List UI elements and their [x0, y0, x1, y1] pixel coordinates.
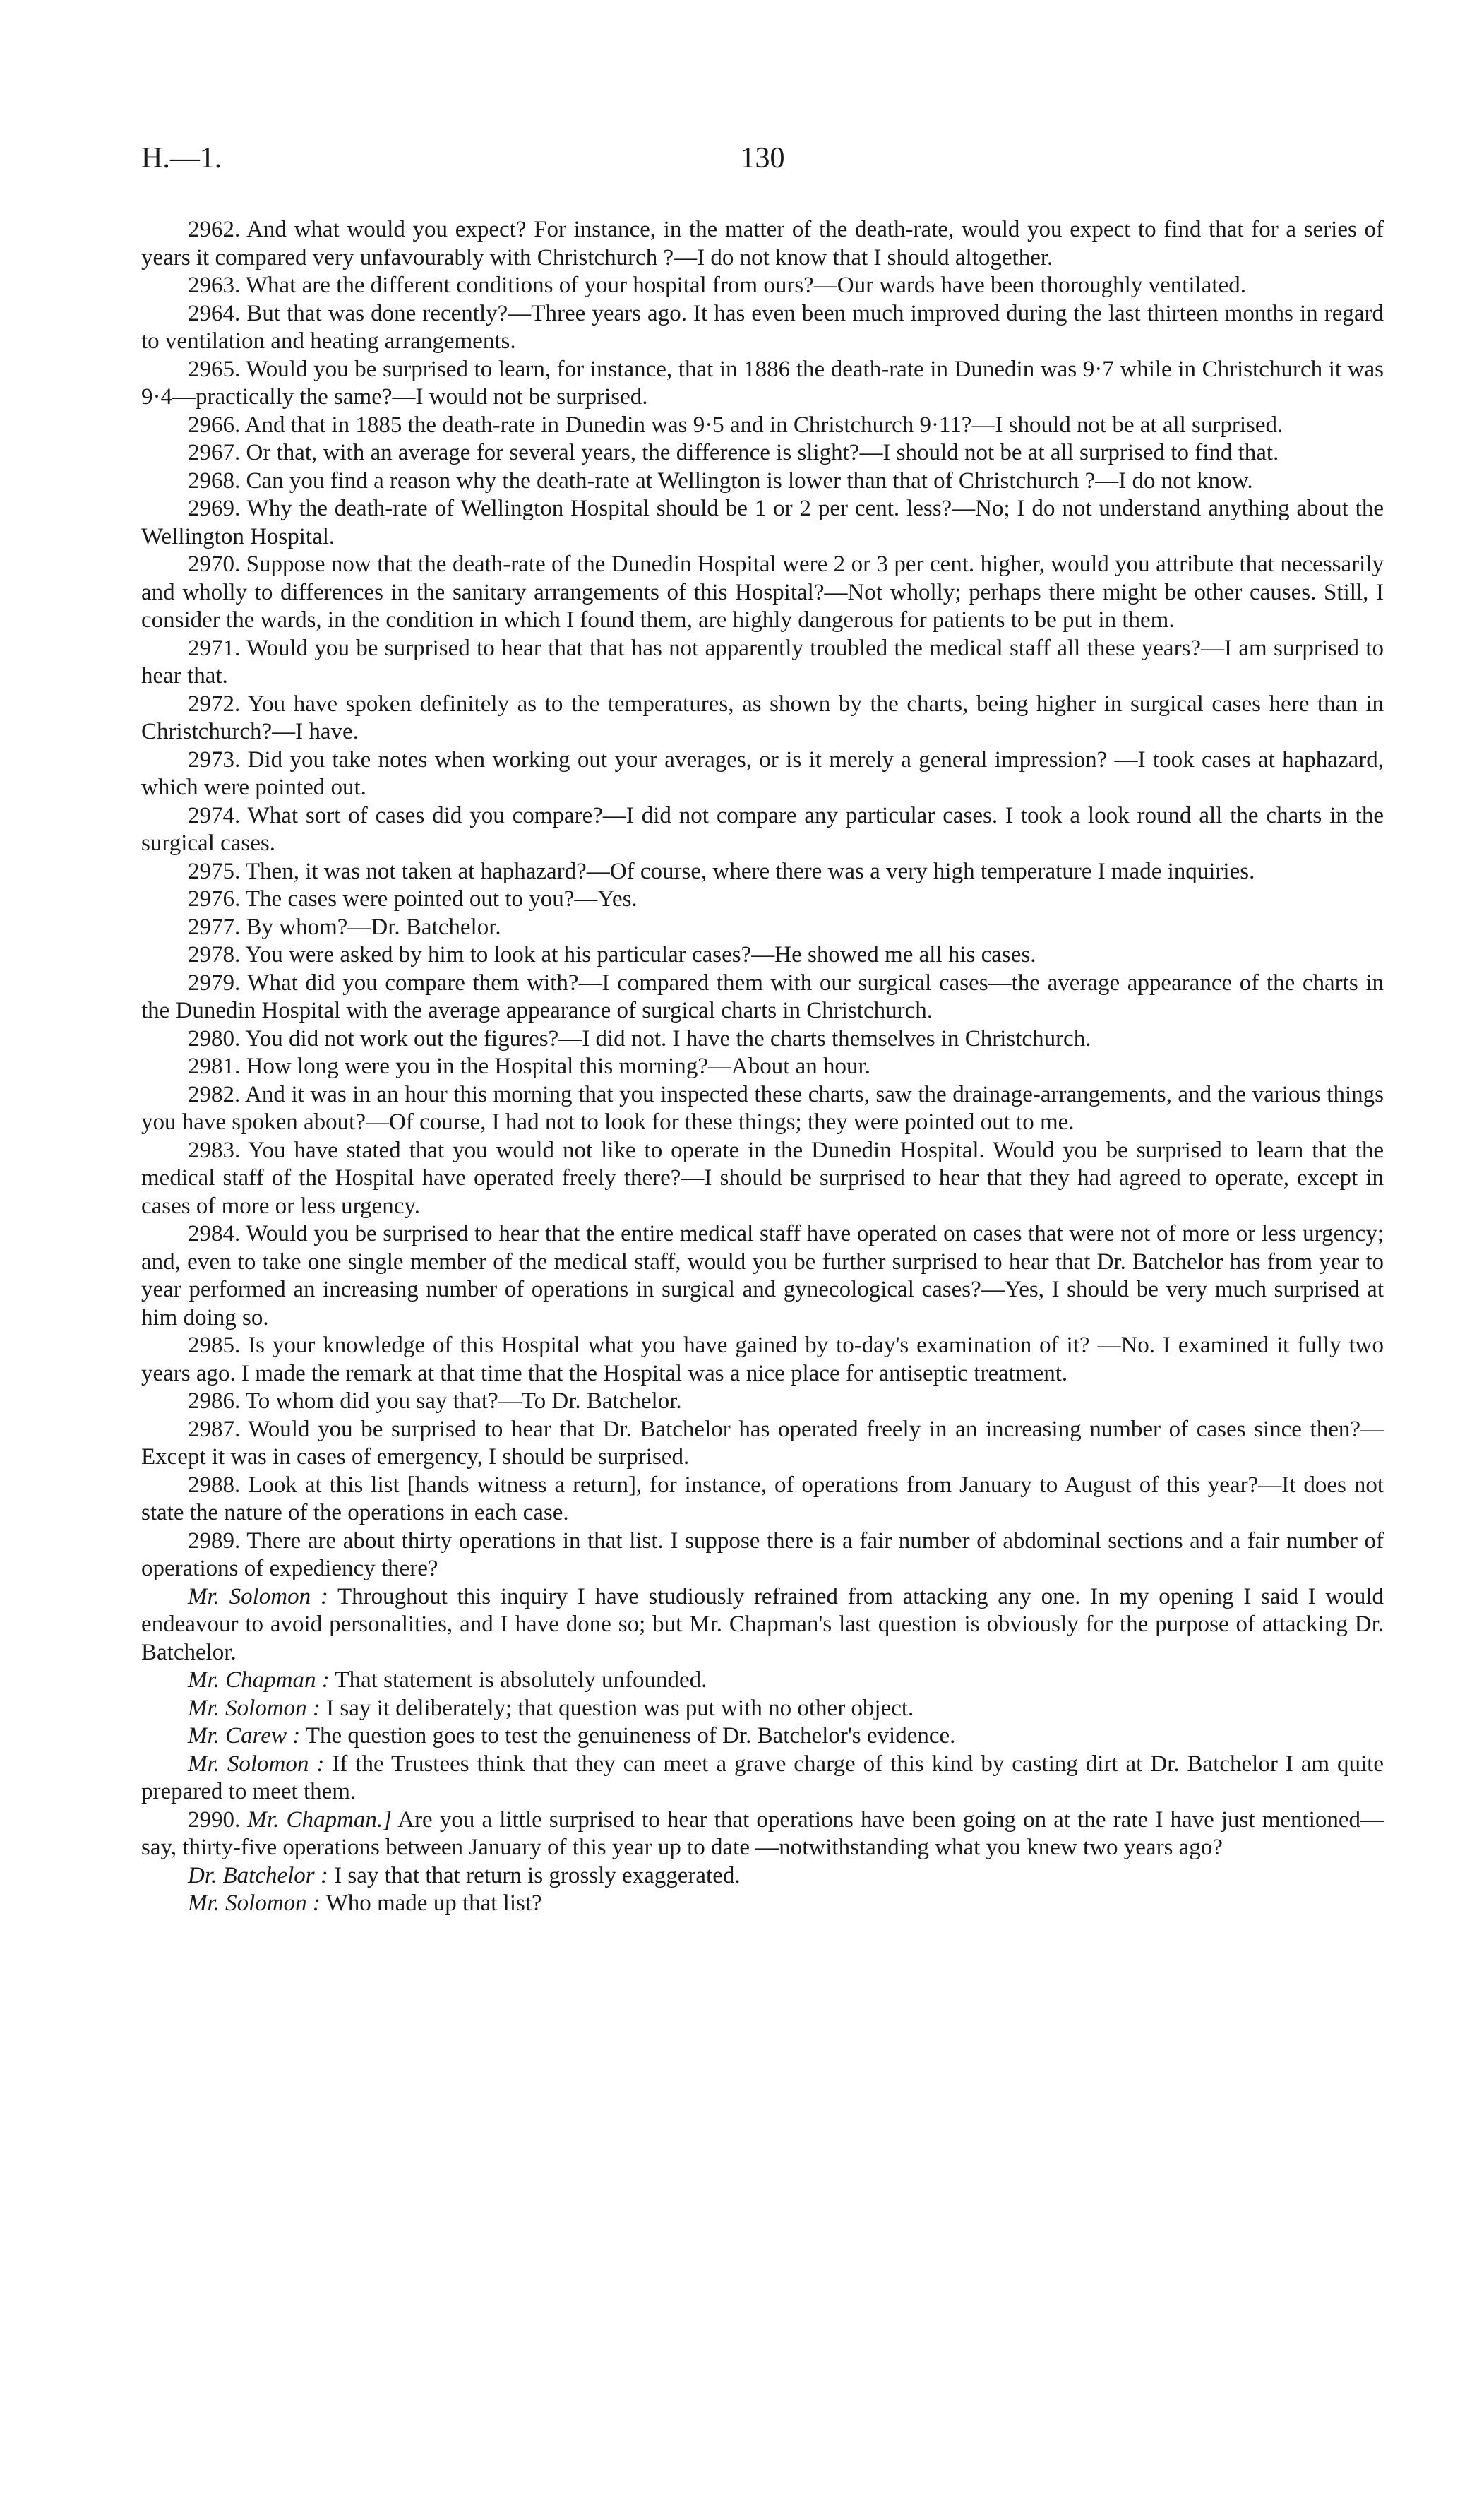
paragraph-text: 2964. But that was done recently?—Three years ago. It has even been much improved during the last thirteen months in regard to ventilation and heating arrangements.: [141, 300, 1384, 354]
paragraph-text: Who made up that list?: [325, 1890, 542, 1916]
testimony-paragraph: [141, 439, 1384, 468]
paragraph-text: 2975. Then, it was not taken at haphazard?—Of course, where there was a very high temperature I made inquiries.: [188, 858, 1255, 884]
paragraph-text: The question goes to test the genuineness of Dr. Batchelor's evidence.: [305, 1723, 956, 1749]
paragraph-text: 2980. You did not work out the figures?—I did not. I have the charts themselves in Christchurch.: [188, 1025, 1091, 1052]
paragraph-text: I say that that return is grossly exaggerated.: [334, 1862, 741, 1888]
testimony-paragraph: [141, 468, 1384, 496]
testimony-paragraph: [141, 941, 1384, 970]
testimony-paragraph: [141, 1388, 1384, 1416]
paragraph-text: I say it deliberately; that question was put with no other object.: [326, 1695, 914, 1721]
testimony-paragraph: [141, 1137, 1384, 1221]
speaker-label: Dr. Batchelor :: [188, 1862, 328, 1888]
testimony-paragraph: [141, 1583, 1384, 1667]
testimony-paragraph: [141, 1806, 1384, 1862]
testimony-paragraph: [141, 1862, 1384, 1890]
speaker-label: Mr. Carew :: [188, 1723, 301, 1749]
paragraph-text: 2977. By whom?—Dr. Batchelor.: [188, 914, 501, 940]
testimony-paragraph: [141, 1332, 1384, 1388]
paragraph-text: 2969. Why the death-rate of Wellington Hospital should be 1 or 2 per cent. less?—No; I do not understand anything about the Wellington Hospital.: [141, 496, 1384, 549]
testimony-paragraph: [141, 1025, 1384, 1054]
paragraph-text: Throughout this inquiry I have studiously refrained from attacking any one. In my opening I said I would endeavour to avoid personalities, and I have done so; but Mr. Chapman's last question is obviously for the purpose of attacking Dr. Batchelor.: [141, 1583, 1384, 1665]
testimony-paragraph: [141, 746, 1384, 802]
paragraph-text: If the Trustees think that they can meet a grave charge of this kind by casting dirt at Dr. Batchelor I am quite prepared to meet them.: [141, 1751, 1384, 1804]
paragraph-text: 2986. To whom did you say that?—To Dr. Batchelor.: [188, 1388, 682, 1414]
paragraph-text: 2972. You have spoken definitely as to the temperatures, as shown by the charts, being higher in surgical cases here than in Christchurch?—I have.: [141, 691, 1384, 744]
testimony-paragraph: [141, 1667, 1384, 1695]
paragraph-text: 2976. The cases were pointed out to you?—Yes.: [188, 886, 638, 912]
paragraph-text: 2968. Can you find a reason why the death-rate at Wellington is lower than that of Christchurch ?—I do not know.: [188, 468, 1253, 494]
paragraph-text: 2978. You were asked by him to look at his particular cases?—He showed me all his cases.: [188, 942, 1036, 967]
paragraph-text: 2970. Suppose now that the death-rate of the Dunedin Hospital were 2 or 3 per cent. higher, would you attribute that necessarily and wholly to differences in the sanitary arrangements of this Hospital?—Not wholly; perhaps there might be other causes. Still, I consider the wards, in the condition in which I found them, are highly dangerous for patients to be put in them.: [141, 552, 1384, 633]
testimony-paragraph: [141, 1053, 1384, 1081]
paragraph-text: 2981. How long were you in the Hospital this morning?—About an hour.: [188, 1054, 870, 1079]
paragraph-text: 2983. You have stated that you would not like to operate in the Dunedin Hospital. Would you be surprised to learn that the medical staff of the Hospital have operated freely there?—I should be surprised to hear that they had agreed to operate, except in cases of more or less urgency.: [141, 1137, 1384, 1219]
paragraph-text: 2965. Would you be surprised to learn, for instance, that in 1886 the death-rate in Dunedin was 9·7 while in Christchurch it was 9·4—practically the same?—I would not be surprised.: [141, 356, 1384, 410]
testimony-paragraph: [141, 1081, 1384, 1137]
paragraph-text: 2973. Did you take notes when working out your averages, or is it merely a general impression? —I took cases at haphazard, which were pointed out.: [141, 746, 1384, 800]
speaker-label: Mr. Solomon :: [188, 1583, 328, 1609]
testimony-paragraph: [141, 1695, 1384, 1723]
testimony-paragraph: [141, 1751, 1384, 1806]
paragraph-text: 2984. Would you be surprised to hear that the entire medical staff have operated on cases that were not of more or less urgency; and, even to take one single member of the medical staff, would you be further surprised to hear that Dr. Batchelor has from year to year performed an increasing number of operations in surgical and gynecological cases?—Yes, I should be very much surprised at him doing so.: [141, 1221, 1384, 1330]
paragraph-text: 2985. Is your knowledge of this Hospital what you have gained by to-day's examination of it? —No. I examined it fully two years ago. I made the remark at that time that the Hospital was a nice place for antiseptic treatment.: [141, 1333, 1384, 1386]
testimony-paragraph: [141, 272, 1384, 300]
paragraph-text: Are you a little surprised to hear that operations have been going on at the rate I have just mentioned—say, thirty-five operations between January of this year up to date —notwithstanding what you knew two years ago?: [141, 1806, 1384, 1860]
page-header: [141, 141, 1384, 191]
testimony-paragraph: [141, 216, 1384, 272]
testimony-paragraph: [141, 412, 1384, 440]
testimony-paragraph: [141, 1416, 1384, 1472]
testimony-paragraph: [141, 914, 1384, 942]
testimony-paragraph: [141, 300, 1384, 356]
speaker-label: Mr. Solomon :: [188, 1695, 321, 1721]
testimony-paragraph: [141, 1890, 1384, 1918]
testimony-paragraph: [141, 1220, 1384, 1332]
paragraph-text: 2962. And what would you expect? For instance, in the matter of the death-rate, would you expect to find that for a series of years it compared very unfavourably with Christchurch ?—I do not know that I should altogether.: [141, 217, 1384, 270]
testimony-paragraph: [141, 1528, 1384, 1583]
speaker-label: Mr. Chapman :: [188, 1667, 330, 1693]
testimony-paragraph: [141, 691, 1384, 746]
document-body: [141, 216, 1384, 1918]
paragraph-text: That statement is absolutely unfounded.: [335, 1667, 707, 1693]
paragraph-text: 2966. And that in 1885 the death-rate in Dunedin was 9·5 and in Christchurch 9·11?—I should not be at all surprised.: [188, 412, 1283, 438]
testimony-paragraph: [141, 635, 1384, 691]
testimony-paragraph: [141, 802, 1384, 858]
document-page: [141, 141, 1384, 2472]
testimony-paragraph: [141, 970, 1384, 1025]
paragraph-text: 2982. And it was in an hour this morning that you inspected these charts, saw the drainage-arrangements, and the various things you have spoken about?—Of course, I had not to look for these things; they were pointed out to me.: [141, 1081, 1384, 1135]
testimony-paragraph: [141, 1722, 1384, 1751]
testimony-paragraph: [141, 495, 1384, 551]
speaker-label: Mr. Solomon :: [188, 1890, 321, 1916]
inline-speaker: Mr. Chapman.]: [247, 1806, 392, 1833]
testimony-paragraph: [141, 551, 1384, 635]
document-reference: H.—1.: [141, 142, 222, 174]
page-number: 130: [740, 142, 785, 174]
paragraph-text: 2987. Would you be surprised to hear that Dr. Batchelor has operated freely in an increasing number of cases since then?—Except it was in cases of emergency, I should be surprised.: [141, 1416, 1384, 1470]
testimony-paragraph: [141, 858, 1384, 886]
paragraph-text: 2974. What sort of cases did you compare?—I did not compare any particular cases. I took a look round all the charts in the surgical cases.: [141, 802, 1384, 856]
paragraph-text: 2979. What did you compare them with?—I compared them with our surgical cases—the average appearance of the charts in the Dunedin Hospital with the average appearance of surgical charts in Christchurch.: [141, 970, 1384, 1023]
speaker-label: Mr. Solomon :: [188, 1751, 325, 1777]
question-number: 2990.: [188, 1806, 241, 1833]
testimony-paragraph: [141, 886, 1384, 914]
paragraph-text: 2963. What are the different conditions of your hospital from ours?—Our wards have been thoroughly ventilated.: [188, 273, 1246, 298]
testimony-paragraph: [141, 356, 1384, 412]
paragraph-text: 2967. Or that, with an average for several years, the difference is slight?—I should not be at all surprised to find that.: [188, 440, 1279, 465]
testimony-paragraph: [141, 1472, 1384, 1528]
paragraph-text: 2971. Would you be surprised to hear that that has not apparently troubled the medical staff all these years?—I am surprised to hear that.: [141, 635, 1384, 689]
paragraph-text: 2989. There are about thirty operations in that list. I suppose there is a fair number of abdominal sections and a fair number of operations of expediency there?: [141, 1528, 1384, 1581]
paragraph-text: 2988. Look at this list [hands witness a return], for instance, of operations from January to August of this year?—It does not state the nature of the operations in each case.: [141, 1472, 1384, 1525]
